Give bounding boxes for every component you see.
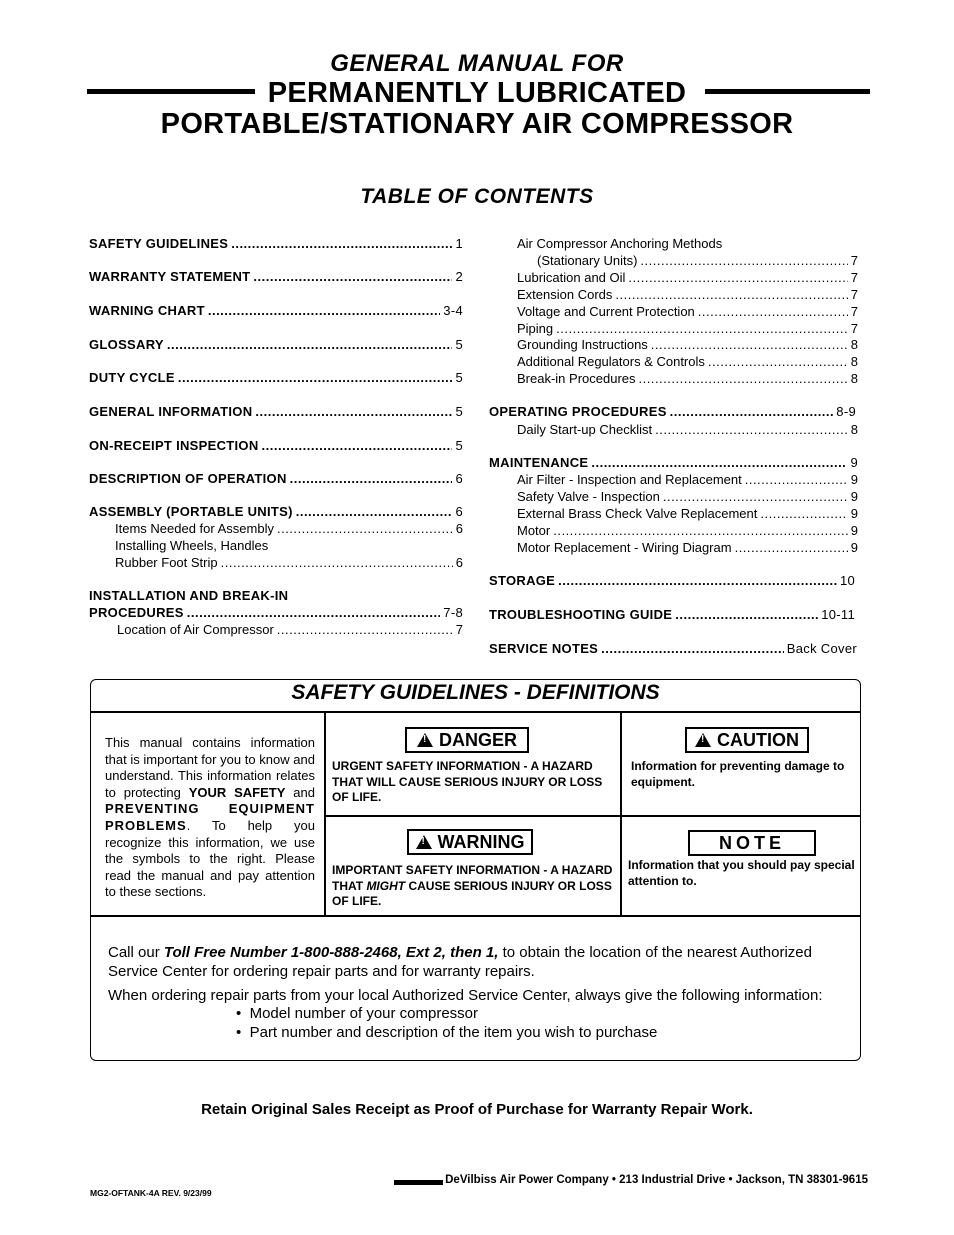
toc-subentry[interactable]: Air Compressor Anchoring Methods xyxy=(517,236,723,251)
toc-entry[interactable]: SERVICE NOTES ..... Back Cover xyxy=(489,641,857,657)
toc-subentry[interactable]: Grounding Instructions ..... 8 xyxy=(517,337,858,353)
toc-subentry[interactable]: Daily Start-up Checklist ..... 8 xyxy=(517,422,858,438)
toc-title: TABLE OF CONTENTS xyxy=(360,185,594,208)
list-item: • Model number of your compressor xyxy=(236,1005,479,1022)
toc-entry[interactable]: INSTALLATION AND BREAK-IN xyxy=(89,588,289,603)
safety-box-title: SAFETY GUIDELINES - DEFINITIONS xyxy=(291,681,660,704)
toc-subentry[interactable]: Extension Cords ..... 7 xyxy=(517,287,858,303)
toc-subentry[interactable]: Safety Valve - Inspection ..... 9 xyxy=(517,489,858,505)
ordering-paragraph: When ordering repair parts from your local Authorized Service Center, always give the following information: xyxy=(108,987,823,1004)
warning-triangle-icon xyxy=(695,733,711,747)
toc-entry[interactable]: SAFETY GUIDELINES ..... 1 xyxy=(89,236,463,252)
danger-description: URGENT SAFETY INFORMATION - A HAZARD THAT WILL CAUSE SERIOUS INJURY OR LOSS OF LIFE. xyxy=(332,759,603,804)
footer-document-number: MG2-OFTANK-4A REV. 9/23/99 xyxy=(90,1188,212,1198)
ordering-bullets xyxy=(236,1005,657,1042)
box-divider xyxy=(620,711,622,916)
toc-entry[interactable]: DESCRIPTION OF OPERATION ..... 6 xyxy=(89,471,463,487)
list-item: • Part number and description of the item you wish to purchase xyxy=(236,1023,658,1041)
caution-badge: ! CAUTION xyxy=(685,727,809,753)
warning-triangle-icon xyxy=(416,835,432,849)
safety-intro-text: This manual contains information that is important for you to know and understand. This information relates to protecting YOUR SAFETY and PREVENTING EQUIPMENT PROBLEMS. To help you recognize this information, we use the symbols to the right. Please read the manual and pay attention to these sections. xyxy=(105,735,315,900)
toc-subentry[interactable]: Motor Replacement - Wiring Diagram ..... 9 xyxy=(517,540,858,556)
caution-description: Information for preventing damage to equipment. xyxy=(631,759,845,789)
toc-entry[interactable]: PROCEDURES ..... 7-8 xyxy=(89,605,463,621)
manual-title-line1: PERMANENTLY LUBRICATED xyxy=(267,77,687,109)
manual-subtitle: GENERAL MANUAL FOR xyxy=(330,50,624,77)
toc-entry[interactable]: GLOSSARY ..... 5 xyxy=(89,337,463,353)
toc-subentry[interactable]: Items Needed for Assembly ..... 6 xyxy=(115,521,463,537)
toc-entry[interactable]: GENERAL INFORMATION ..... 5 xyxy=(89,404,463,420)
retain-receipt-notice: Retain Original Sales Receipt as Proof of Purchase for Warranty Repair Work. xyxy=(201,1101,753,1118)
warning-triangle-icon xyxy=(417,733,433,747)
toc-subentry[interactable]: Additional Regulators & Controls ..... 8 xyxy=(517,354,858,370)
note-description: Information that you should pay special attention to. xyxy=(628,858,855,888)
warning-description: IMPORTANT SAFETY INFORMATION - A HAZARD THAT MIGHT CAUSE SERIOUS INJURY OR LOSS OF LIFE. xyxy=(332,863,613,908)
toc-subentry[interactable]: Location of Air Compressor ..... 7 xyxy=(117,622,463,638)
toc-subentry[interactable]: Lubrication and Oil ..... 7 xyxy=(517,270,858,286)
toc-entry[interactable]: WARRANTY STATEMENT ..... 2 xyxy=(89,269,463,285)
footer-company-address: DeVilbiss Air Power Company • 213 Industrial Drive • Jackson, TN 38301-9615 xyxy=(445,1174,868,1186)
toc-entry[interactable]: MAINTENANCE ..... 9 xyxy=(489,455,858,471)
toc-subentry[interactable]: Air Filter - Inspection and Replacement ..... 9 xyxy=(517,472,858,488)
toc-subentry[interactable]: Rubber Foot Strip ..... 6 xyxy=(115,555,463,571)
toc-entry[interactable]: OPERATING PROCEDURES ..... 8-9 xyxy=(489,404,856,420)
note-badge: NOTE xyxy=(688,830,816,856)
toc-subentry[interactable]: Installing Wheels, Handles xyxy=(115,538,269,553)
toc-entry[interactable]: TROUBLESHOOTING GUIDE ..... 10-11 xyxy=(489,607,855,623)
box-divider xyxy=(324,711,326,916)
toc-subentry[interactable]: Break-in Procedures ..... 8 xyxy=(517,371,858,387)
box-divider xyxy=(91,711,860,713)
box-divider xyxy=(325,815,860,817)
toc-entry[interactable]: STORAGE ..... 10 xyxy=(489,573,855,589)
warning-badge: ! WARNING xyxy=(407,829,533,855)
toc-entry[interactable]: ON-RECEIPT INSPECTION ..... 5 xyxy=(89,438,463,454)
toc-entry[interactable]: ASSEMBLY (PORTABLE UNITS) ..... 6 xyxy=(89,504,463,520)
contact-paragraph: Call our Toll Free Number 1-800-888-2468, Ext 2, then 1, to obtain the location of the nearest Authorized Service Center for ordering repair parts and for warranty repairs. xyxy=(108,944,812,980)
toc-subentry[interactable]: External Brass Check Valve Replacement ..... 9 xyxy=(517,506,858,522)
manual-title-line2: PORTABLE/STATIONARY AIR COMPRESSOR xyxy=(160,108,794,140)
toc-entry[interactable]: DUTY CYCLE ..... 5 xyxy=(89,370,463,386)
toc-subentry[interactable]: Motor ..... 9 xyxy=(517,523,858,539)
toc-subentry[interactable]: Piping ..... 7 xyxy=(517,321,858,337)
box-divider xyxy=(91,915,860,917)
danger-badge: ! DANGER xyxy=(405,727,529,753)
toc-entry[interactable]: WARNING CHART ..... 3-4 xyxy=(89,303,463,319)
toc-subentry[interactable]: (Stationary Units) ..... 7 xyxy=(537,253,858,269)
toc-subentry[interactable]: Voltage and Current Protection ..... 7 xyxy=(517,304,858,320)
